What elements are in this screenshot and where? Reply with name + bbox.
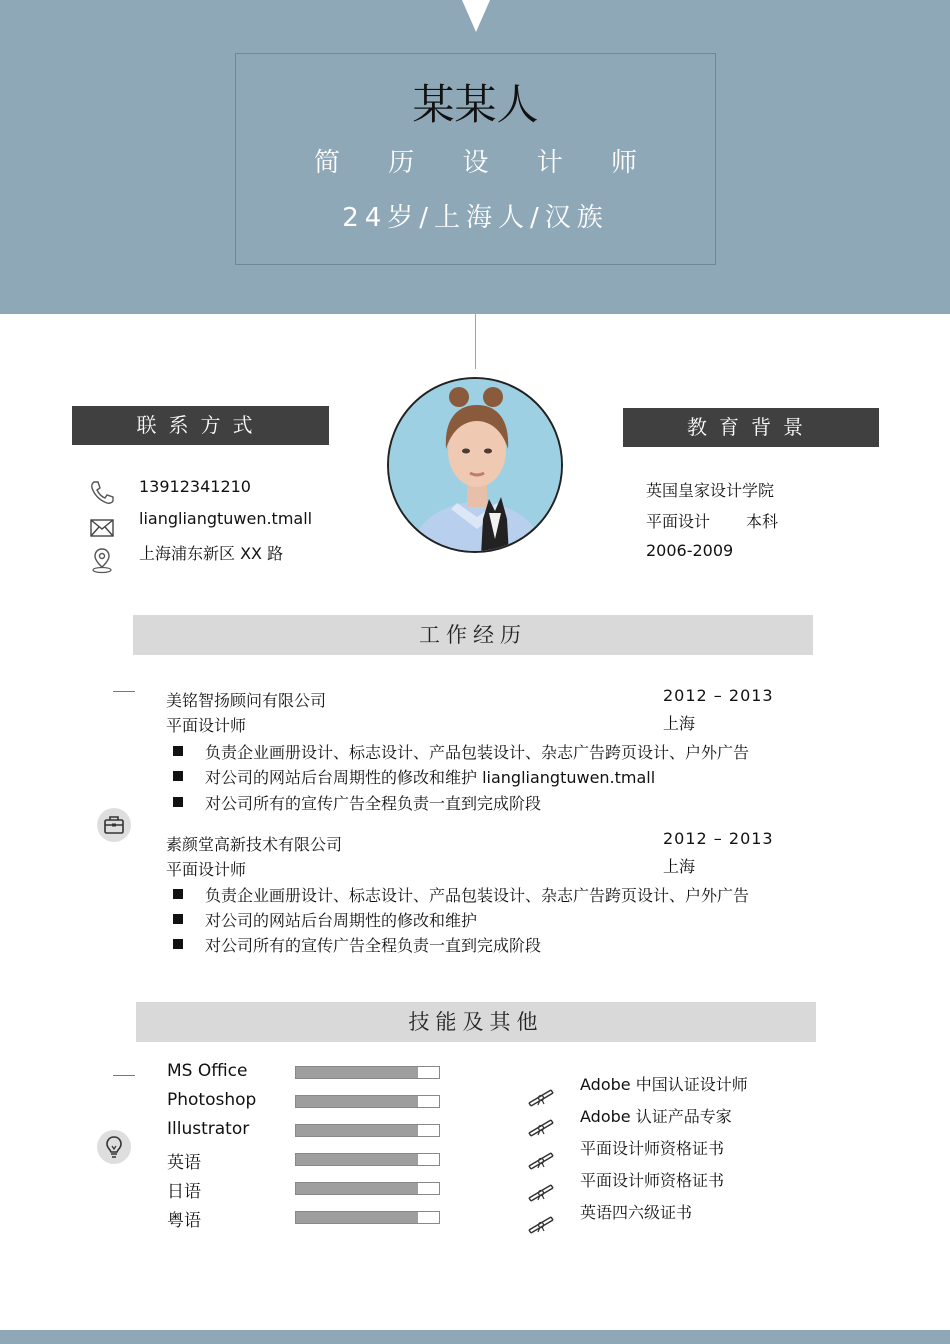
skill-name: 粤语 [167,1211,201,1231]
bullet-marker [173,746,183,756]
connector-line [475,265,476,369]
bullet-marker [173,939,183,949]
skill-bar [295,1124,440,1137]
bullet-marker [173,889,183,899]
job-1-city: 上海 [663,714,696,733]
certificate-item: Adobe 中国认证设计师 [580,1075,748,1094]
header-notch [462,0,490,32]
location-pin-icon [88,546,116,574]
portrait-illustration [389,379,563,553]
education-years: 2006-2009 [646,541,734,560]
job-1-duty-2: 对公司的网站后台周期性的修改和维护 liangliangtuwen.tmall [205,768,656,787]
envelope-icon [88,514,116,542]
job-2-duty-2: 对公司的网站后台周期性的修改和维护 [205,911,478,930]
contact-section-header: 联系方式 [72,406,329,445]
job-2-years: 2012 – 2013 [663,829,774,848]
profile-photo [387,377,563,553]
contact-email: liangliangtuwen.tmall [139,509,313,528]
skill-name: Photoshop [167,1090,257,1110]
diploma-icon [526,1212,556,1234]
skill-bar-fill [296,1183,418,1194]
skill-name: Illustrator [167,1119,250,1139]
skill-bar [295,1211,440,1224]
diploma-icon [526,1085,556,1107]
skill-bar-fill [296,1125,418,1136]
education-degree: 本科 [746,512,779,531]
job-2-company: 素颜堂高新技术有限公司 [166,835,343,854]
job-1-position: 平面设计师 [166,716,247,735]
job-2-position: 平面设计师 [166,860,247,879]
skills-icon-badge [97,1130,131,1164]
skill-bar-fill [296,1096,418,1107]
education-school: 英国皇家设计学院 [646,481,775,500]
certificate-item: 平面设计师资格证书 [580,1139,725,1158]
lightbulb-icon [97,1130,131,1164]
briefcase-icon [97,808,131,842]
skill-bar-fill [296,1212,418,1223]
certificate-item: 英语四六级证书 [580,1203,693,1222]
bullet-marker [173,914,183,924]
diploma-icon [526,1180,556,1202]
certificate-item: Adobe 认证产品专家 [580,1107,732,1126]
candidate-role: 简 历 设 计 师 [313,148,658,178]
certificate-item: 平面设计师资格证书 [580,1171,725,1190]
work-section-header: 工作经历 [133,615,813,655]
candidate-name: 某某人 [412,80,539,129]
diploma-icon [526,1115,556,1137]
work-icon-badge [97,808,131,842]
title-box [235,53,716,265]
bullet-marker [173,797,183,807]
job-1-company: 美铭智扬顾问有限公司 [166,691,327,710]
education-major: 平面设计 [646,512,711,531]
education-section-header: 教育背景 [623,408,879,447]
diploma-icon [526,1148,556,1170]
footer-band [0,1330,950,1344]
job-2-duty-1: 负责企业画册设计、标志设计、产品包装设计、杂志广告跨页设计、户外广告 [205,886,750,905]
candidate-meta: 24岁/上海人/汉族 [342,203,609,233]
skills-dash [113,1075,135,1076]
skill-bar [295,1153,440,1166]
job-1-duty-1: 负责企业画册设计、标志设计、产品包装设计、杂志广告跨页设计、户外广告 [205,743,750,762]
contact-phone: 13912341210 [139,477,251,496]
skill-bar [295,1066,440,1079]
job-1-years: 2012 – 2013 [663,686,774,705]
skill-bar [295,1182,440,1195]
job-2-city: 上海 [663,857,696,876]
work-dash [113,691,135,692]
skill-bar-fill [296,1154,418,1165]
skill-name: 英语 [167,1153,201,1173]
skill-name: 日语 [167,1182,201,1202]
skill-bar-fill [296,1067,418,1078]
bullet-marker [173,771,183,781]
skills-section-header: 技能及其他 [136,1002,816,1042]
job-1-duty-3: 对公司所有的宣传广告全程负责一直到完成阶段 [205,794,542,813]
job-2-duty-3: 对公司所有的宣传广告全程负责一直到完成阶段 [205,936,542,955]
contact-address: 上海浦东新区 XX 路 [139,544,284,563]
skill-bar [295,1095,440,1108]
skill-name: MS Office [167,1061,248,1081]
phone-icon [88,478,116,506]
